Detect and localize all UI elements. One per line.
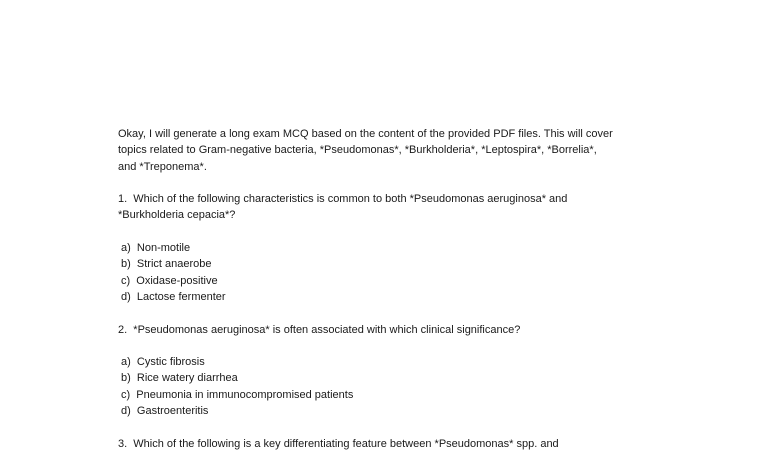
answer-option: a) Non-motile — [121, 242, 191, 255]
answer-options — [118, 354, 678, 419]
question-stem: 1. Which of the following characteristics is common to both *Pseudomonas aeruginosa* and — [118, 193, 568, 206]
question-1 — [118, 191, 678, 305]
answer-option: b) Strict anaerobe — [121, 258, 212, 271]
intro-line: topics related to Gram-negative bacteria, *Pseudomonas*, *Burkholderia*, *Leptospira*, *Borrelia*, — [118, 144, 597, 157]
document-body — [118, 126, 678, 452]
question-stem: 2. *Pseudomonas aeruginosa* is often associated with which clinical significance? — [118, 323, 521, 336]
answer-option: c) Pneumonia in immunocompromised patients — [121, 388, 354, 401]
answer-option: b) Rice watery diarrhea — [121, 372, 238, 385]
question-2 — [118, 322, 678, 420]
answer-options — [118, 240, 678, 305]
question-3 — [118, 436, 678, 452]
intro-line: Okay, I will generate a long exam MCQ based on the content of the provided PDF files. This will cover — [118, 128, 613, 140]
question-stem: 3. Which of the following is a key differentiating feature between *Pseudomonas* spp. and — [118, 437, 559, 450]
answer-option: c) Oxidase-positive — [121, 274, 218, 287]
intro-line: and *Treponema*. — [118, 160, 207, 173]
question-stem: *Burkholderia cepacia*? — [118, 209, 236, 222]
answer-option: d) Gastroenteritis — [121, 405, 209, 418]
answer-option: a) Cystic fibrosis — [121, 356, 205, 369]
answer-option: d) Lactose fermenter — [121, 290, 226, 303]
